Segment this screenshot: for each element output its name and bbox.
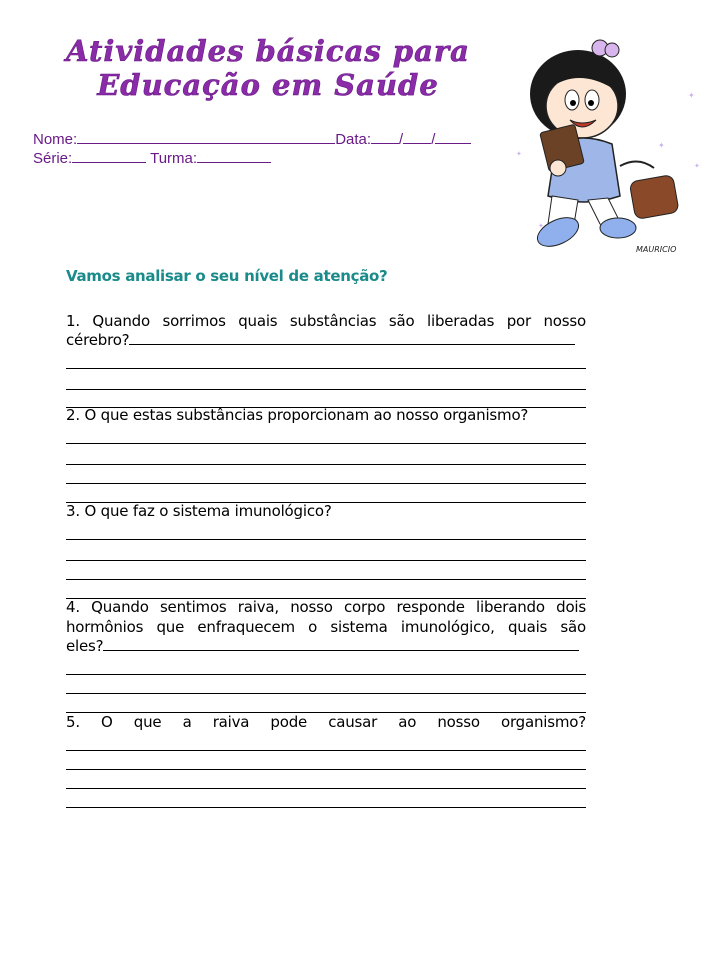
series-field[interactable] (72, 148, 146, 163)
question-4-line3: eles? (66, 637, 586, 656)
answer-line[interactable] (103, 638, 579, 651)
answer-line[interactable] (129, 332, 575, 345)
question-1-line2: cérebro? (66, 331, 586, 350)
section-heading: Vamos analisar o seu nível de atenção? (66, 267, 388, 285)
worksheet-title-line1: Atividades básicas para (66, 34, 470, 68)
question-5: 5. O que a raiva pode causar ao nosso organismo? (66, 713, 586, 731)
class-label: Turma: (150, 150, 198, 167)
date-separator: / (431, 131, 436, 148)
date-day-field[interactable] (371, 129, 399, 144)
series-label: Série: (33, 150, 73, 167)
name-field[interactable] (77, 129, 335, 144)
name-label: Nome: (33, 131, 78, 148)
svg-text:✦: ✦ (694, 162, 700, 170)
date-separator: / (399, 131, 404, 148)
question-2: 2. O que estas substâncias proporcionam ao nosso organismo? (66, 406, 529, 424)
series-class-row (33, 148, 271, 167)
question-4-line1: 4. Quando sentimos raiva, nosso corpo responde liberando dois (66, 598, 586, 616)
question-1-line1: 1. Quando sorrimos quais substâncias são liberadas por nosso (66, 312, 586, 330)
date-year-field[interactable] (435, 129, 471, 144)
svg-text:✦: ✦ (688, 91, 695, 100)
svg-text:✦: ✦ (516, 150, 522, 158)
class-field[interactable] (197, 148, 271, 163)
question-4-line2: hormônios que enfraquecem o sistema imunológico, quais são (66, 618, 586, 636)
svg-text:✦: ✦ (538, 222, 544, 230)
name-date-row (33, 129, 471, 148)
question-3: 3. O que faz o sistema imunológico? (66, 502, 332, 520)
mascot-illustration (508, 28, 708, 258)
svg-text:✦: ✦ (658, 141, 665, 150)
mascot-signature: MAURICIO (636, 245, 677, 254)
date-month-field[interactable] (403, 129, 431, 144)
date-label: Data: (335, 131, 372, 148)
worksheet-title-line2: Educação em Saúde (97, 68, 439, 102)
